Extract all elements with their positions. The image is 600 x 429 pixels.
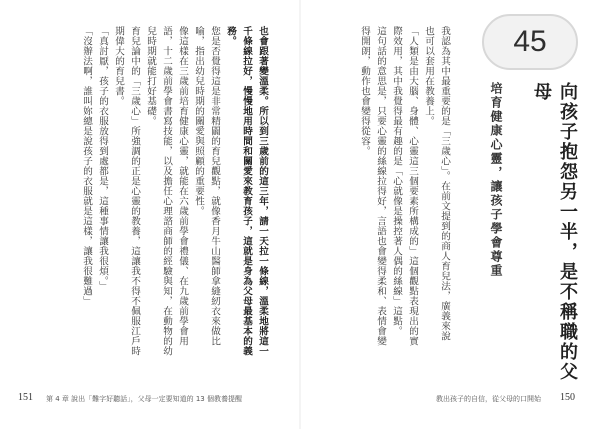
right-paragraph-3: 這句話的意思是，只要心靈的絲線拉得好，言語也會變得柔和、表情會變得開朗，動作也會變得從容。 [359, 26, 386, 346]
left-paragraph-1: 也會跟著變溫柔。所以到三歲前的這三年，請一天拉一條線，溫柔地將這一千條線拉好，慢慢地用時間和關愛來教育孩子，這就是身為父母最基本的義務。 [225, 26, 268, 356]
left-paragraph-6: 「沒辦法啊，誰叫妳總是說孩子的衣服就是這樣，讓我很難過」 [81, 26, 92, 306]
section-subtitle: 培育健康心靈，讓孩子學會尊重 [489, 82, 503, 278]
left-paragraph-3: 像這樣在三歲前培育健康心靈，就能在六歲前學會禮儀、在九歲前學會用語，十二歲前學會書寫技能，以及擔任心理諮商師的經驗與知，在動物的幼兒時期就能打好基礎。 [145, 26, 188, 356]
right-paragraph-1: 我認為其中最重要的是「三歲心」。在前文提到的商人育兒法，廣義來說也可以套用在教養上。 [423, 26, 450, 342]
left-paragraph-2: 您是否覺得這是非常精闢的育兒觀點，就像香月牛山醫師拿縫紉衣來做比喻，指出幼兒時期的關愛與照顧的重要性。 [193, 26, 220, 346]
right-paragraph-2: 「人類是由大腦、身體、心靈這三個要素所構成的」這個觀點表現出的實際效用，其中我覺得最有趣的是「心就像是操控著人偶的絲線」這點。 [391, 26, 418, 346]
left-page-footer: 第 4 章 說出「難字好聽話」，父母一定要知道的 13 個教養提醒 [46, 395, 242, 403]
left-page-body [20, 26, 270, 360]
left-paragraph-4: 育兒論中的「三歲心」所強調的正是心靈的教養，這讓我不得不佩服江戶時期偉大的育兒書。 [113, 26, 140, 356]
chapter-badge [482, 14, 578, 70]
chapter-number: 45 [513, 25, 547, 58]
right-page-number: 150 [560, 392, 575, 403]
left-paragraph-5: 「真討厭，孩子的衣服放得到處都是，這種事情讓我很煩。」 [97, 26, 108, 292]
right-page-body [338, 26, 452, 346]
book-gutter [299, 0, 301, 429]
section-title: 向孩子抱怨另一半，是不稱職的父母 [531, 82, 578, 382]
right-page-footer: 教出孩子的自信，從父母的口開始 [436, 395, 541, 403]
left-page-number: 151 [18, 392, 33, 403]
